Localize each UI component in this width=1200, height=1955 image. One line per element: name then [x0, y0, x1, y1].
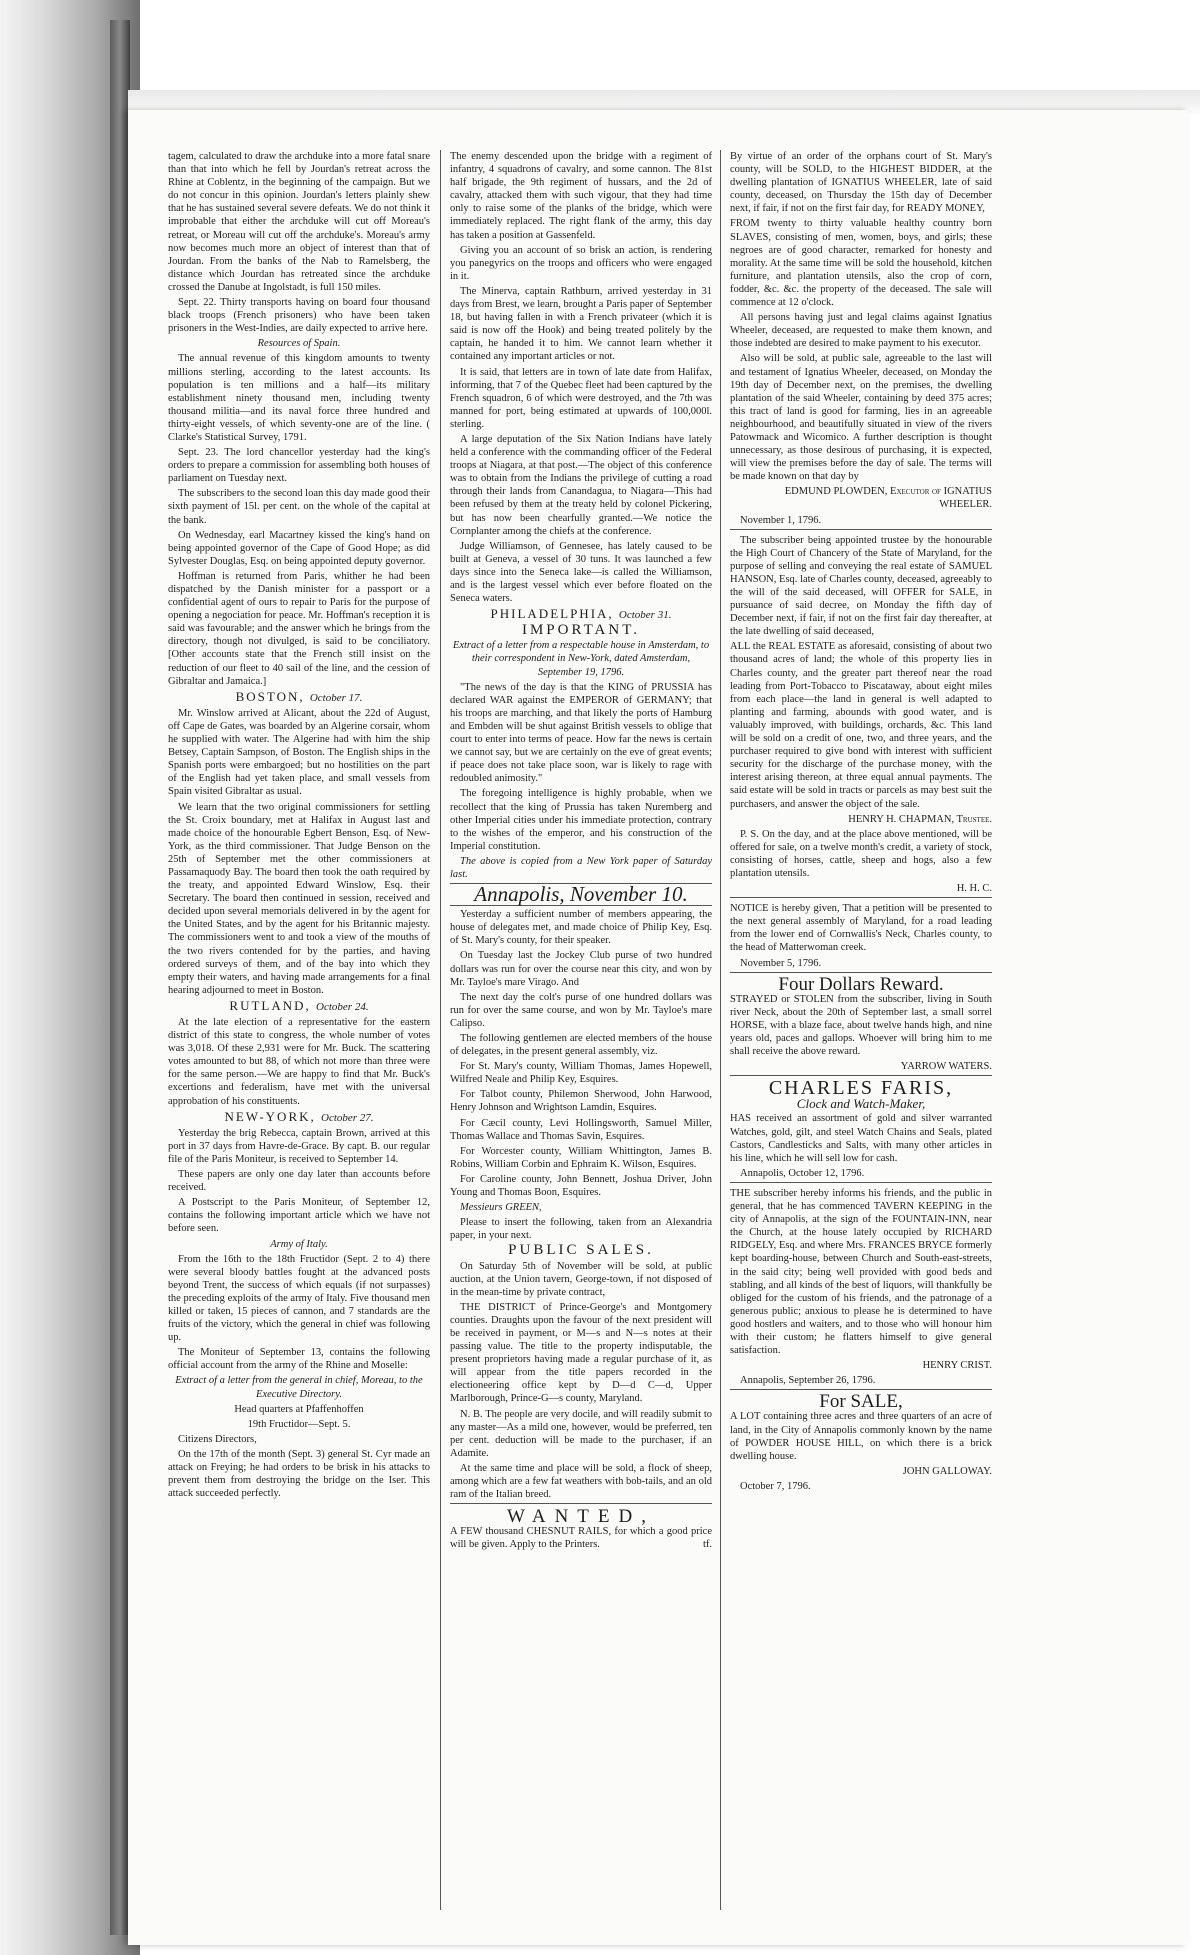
article-paragraph: The Moniteur of September 13, contains the following official account from the army of the Rhine and Moselle:: [168, 1347, 430, 1372]
faris-subheading: Clock and Watch-Maker,: [796, 1096, 926, 1112]
article-paragraph: The following gentlemen are elected members of the house of delegates, in the present general assembly, viz.: [450, 1033, 712, 1058]
signature: H. H. C.: [956, 883, 992, 895]
book-spine-edge: [110, 20, 130, 1935]
advertisement-text: The subscriber being appointed trustee by the honourable the High Court of Chancery of the State of Maryland, for the purpose of selling and conveying the real estate of SAMUEL HANSON, Esq. late of Charles county, deceased, agreeably to the will of the said deceased, will OFFER for SALE, in pursuance of said decree, on Monday the fifth day of December next, if fair, if not on the first fair day thereafter, at the late dwelling of said deceased,: [730, 529, 992, 639]
article-paragraph: Giving you an account of so brisk an action, is rendering you panegyrics on the troops and officers who were engaged in it.: [450, 244, 712, 282]
article-paragraph: We learn that the two original commissioners for settling the St. Croix boundary, met at Halifax in August last and made choice of the honourable Egbert Benson, Esq. of New-York, as the third commissioner. That Judge Benson on the 25th of September met the other commissioners at Passamaquody Bay. The board then took the oath required by the treaty, and appointed Edward Winslow, Esq. their Secretary. The board then continued in session, received and decided upon several memorials delivered in by the agent for the United States, and by the agent for his Britannic majesty. The commissioners went to and took a view of the mouths of the two rivers contended for by the parties, and having ordered surveys of them, and of the bay into which they empty their waters, and having made arrangements for a final hearing adjourned to meet in Boston.: [168, 801, 430, 996]
article-note: The above is copied from a New York paper of Saturday last.: [450, 855, 712, 880]
article-paragraph: The annual revenue of this kingdom amounts to twenty millions sterling, according to the latest accounts. Its population is ten millions and a half—its military establishment ninety thousand men, including twenty thousand militia—and its naval force three hundred and thirty-eight vessels, of which seventy-one are of the line. ( Clarke's Statistical Survey, 1791.: [168, 353, 430, 443]
advertisement-text: Also will be sold, at public sale, agreeable to the last will and testament of Ignatius Wheeler, deceased, on Monday the 19th day of December next, on the premises, the dwelling plantation of the said Wheeler, containing by deed 375 acres; this tract of land is good for farming, lies in an agreeable neighbourhood, and beautifully situated in view of the rivers Patowmack and Wicomico. A further description is thought unnecessary, as those desirous of purchasing, it is expected, will view the premises before the day of sale. The terms will be made known on that day by: [730, 353, 992, 483]
advertisement-text: By virtue of an order of the orphans court of St. Mary's county, will be SOLD, to the HIGHEST BIDDER, at the dwelling plantation of IGNATIUS WHEELER, late of said county, deceased, on Thursday the 15th day of December next, if fair, if not on the first fair day, for READY MONEY,: [730, 151, 992, 215]
article-paragraph: Mr. Winslow arrived at Alicant, about the 22d of August, off Cape de Gates, was boarded by an Algerine corsair, whom he supplied with water. The Algerine had with him the ship Betsey, Captain Sampson, of Boston. The English ships in the Spanish ports were embargoed; but no hostilities on the part of the English had yet taken place, and small vessels from Spain visited Gibraltar as usual.: [168, 707, 430, 798]
advertisement-text: ALL the REAL ESTATE as aforesaid, consisting of about two thousand acres of land; the whole of this property lies in Charles county, and the greater part thereof near the road leading from Port-Tobacco to Piscataway, about eight miles from each place—the land in general is well adapted to planting and farming, abounds with good water, and is valuably improved, with buildings, orchards, &c. This land will be sold on a credit of one, two, and three years, and the purchaser required to give bond with interest with sufficient security for the discharge of the purchase money, with the interest arising thereon, at three equal annual payments. The said estate will be sold in tracts or parcels as may best suit the purchasers, and answer the object of the sale.: [730, 641, 992, 810]
advertisement-text: A FEW thousand CHESNUT RAILS, for which a good price will be given. Apply to the Printers. tf.: [450, 1526, 712, 1551]
article-paragraph: Sept. 23. The lord chancellor yesterday had the king's orders to prepare a commission for assembling both houses of parliament on Tuesday next.: [168, 447, 430, 485]
advertisement-text: A LOT containing three acres and three quarters of an acre of land, in the City of Annapolis commonly known by the name of POWDER HOUSE HILL, on which there is a brick dwelling house.: [730, 1411, 992, 1462]
letter-date: 19th Fructidor—Sept. 5.: [247, 1418, 351, 1430]
article-paragraph: Yesterday the brig Rebecca, captain Brown, arrived at this port in 37 days from Havre-de-Grace. By capt. B. our regular file of the Paris Moniteur, is received to September 14.: [168, 1127, 430, 1165]
article-paragraph: For Talbot county, Philemon Sherwood, John Harwood, Henry Johnson and Wrightson Lamdin, Esquires.: [450, 1089, 712, 1114]
letter-salutation: Messieurs GREEN,: [460, 1202, 542, 1214]
section-heading: Army of Italy.: [270, 1238, 328, 1250]
article-paragraph: From the 16th to the 18th Fructidor (Sept. 2 to 4) there were several bloody battles fought at the advanced posts beyond Trent, the success of which equals (if not surpasses) the preceding exploits of the army of Italy. Five thousand men killed or taken, 15 pieces of cannon, and 7 standards are the fruits of the victory, which the general in chief was following up.: [168, 1253, 430, 1344]
advertisement-text: THE subscriber hereby informs his friends, and the public in general, that he has commenced TAVERN KEEPING in the city of Annapolis, at the sign of the FOUNTAIN-INN, near the Church, at the house lately occupied by RICHARD RIDGELY, Esq. and where Mrs. FRANCES BRYCE formerly kept boarding-house, between Church and South-east-streets, in the said city; being well provided with good beds and stabling, and all kinds of the best of liquors, will thankfully be obliged for the custom of his friends, and the patronage of a generous public; anxious to please he is determined to have good hostlers and waiters, and to those who will honour him with their custom; he flatters himself to give general satisfaction.: [730, 1182, 992, 1357]
section-heading: Resources of Spain.: [257, 338, 341, 350]
annapolis-heading: Annapolis, November 10.: [450, 883, 712, 906]
article-paragraph: Judge Williamson, of Gennesee, has lately caused to be built at Geneva, a vessel of 30 tuns. It was launched a few days since into the Seneca lake—is called the Williamson, and is the largest vessel which ever before floated on the Seneca waters.: [450, 540, 712, 605]
important-heading: IMPORTANT.: [521, 622, 641, 639]
article-paragraph: At the same time and place will be sold, a flock of sheep, among which are a few fat weathers with bob-tails, and an old ram of the Italian breed.: [450, 1462, 712, 1501]
ad-date: November 1, 1796.: [740, 514, 822, 526]
column-2: [450, 150, 712, 1930]
public-sales-heading: PUBLIC SALES.: [508, 1242, 654, 1259]
letter-salutation: Citizens Directors,: [178, 1433, 257, 1445]
article-paragraph: tagem, calculated to draw the archduke into a more fatal snare than that into which he fell by Jourdan's retreat across the Rhine at Coblentz, in the beginning of the campaign. But we do not concur in this opinion. Jourdan's letters plainly shew that he has sustained several severe defeats. We do not think it improbable that either the archduke will cut off Moreau's retreat, or Moreau will cut off the archduke's. Moreau's army now becomes much more an object of interest than that of Jourdan. From the banks of the Nab to Ramelsberg, the distance which Jourdan has retreated since the archduke crossed the Danube at Ingolstadt, is full 150 miles.: [168, 151, 430, 293]
article-paragraph: "The news of the day is that the KING of PRUSSIA has declared WAR against the EMPEROR of GERMANY; that his troops are marching, and that likely the ports of Hamburg and Embden will be shut against British vessels to oblige that court to enter into terms of peace. How far the news is certain we cannot say, but we are certainly on the eve of great events; if peace does not take place soon, war is likely to rage with redoubled animosity.": [450, 681, 712, 785]
article-paragraph: At the late election of a representative for the eastern district of this state to congress, the whole number of votes was 3,018. Of these 2,931 were for Mr. Buck. The scattering votes amounted to but 88, of which not more than three were for the same person.—We are happy to find that Mr. Buck's excertions and federalism, have met with the universal approbation of his constituents.: [168, 1017, 430, 1107]
dateline-philadelphia: PHILADELPHIA, October 31.: [490, 606, 672, 622]
column-3: [730, 150, 992, 1930]
advertisement-text: STRAYED or STOLEN from the subscriber, living in South river Neck, about the 20th of September last, a small sorrel HORSE, with a blaze face, about twelve hands high, and nine years old, paces and gallops. Whoever will bring him to me shall receive the above reward.: [730, 993, 992, 1058]
column-1: [168, 150, 430, 1930]
article-paragraph: A large deputation of the Six Nation Indians have lately held a conference with the commanding officer of the Federal troops at Niagara, at that post.—The object of this conference was to obtain from the Indians the privilege of cutting a road through their lands from Canandagua, to Niagara—This had been refused by them at the treaty held by colonel Pickering, but has now been chearfully granted.—We notice the Cornplanter among the chiefs at the conference.: [450, 433, 712, 537]
letter-heading: Extract of a letter from the general in chief, Moreau, to the Executive Directory.: [175, 1375, 423, 1400]
ad-date: Annapolis, October 12, 1796.: [740, 1167, 865, 1179]
signature: JOHN GALLOWAY.: [902, 1465, 992, 1477]
signature: EDMUND PLOWDEN, Executor of IGNATIUS WHEELER.: [784, 486, 992, 511]
article-paragraph: For St. Mary's county, William Thomas, James Hopewell, Wilfred Neale and Philip Key, Esquires.: [450, 1061, 712, 1086]
article-paragraph: The Minerva, captain Rathburn, arrived yesterday in 31 days from Brest, we learn, brought a Paris paper of September 18, but having fallen in with a French privateer (which it is said is now off the Hook) and being treated politely by the captain, he handed it to him. We cannot learn whether it contained any important articles or not.: [450, 285, 712, 363]
signature: HENRY CRIST.: [922, 1360, 992, 1372]
article-paragraph: The next day the colt's purse of one hundred dollars was run for over the same course, and won by Mr. Tayloe's mare Calipso.: [450, 991, 712, 1029]
faris-heading: CHARLES FARIS,: [730, 1075, 992, 1095]
article-paragraph: On Tuesday last the Jockey Club purse of two hundred dollars was run for over the course near this city, and won by Mr. Tayloe's mare Virago. And: [450, 950, 712, 988]
for-sale-heading: For SALE,: [730, 1389, 992, 1408]
article-paragraph: The subscribers to the second loan this day made good their sixth payment of 15l. per cent. on the whole of the capital at the bank.: [168, 488, 430, 526]
advertisement-text: HAS received an assortment of gold and silver warranted Watches, gold, gilt, and steel Watch Chains and Seals, plated Castors, Candlesticks and Salts, with many other articles in his line, which he will sell low for cash.: [730, 1113, 992, 1164]
article-paragraph: On the 17th of the month (Sept. 3) general St. Cyr made an attack on Freying; he had orders to be brisk in his attacks to prevent them from destroying the bridge on the Iser. This attack succeeded perfectly.: [168, 1448, 430, 1500]
article-paragraph: On Wednesday, earl Macartney kissed the king's hand on being appointed governor of the Cape of Good Hope; as did Sylvester Douglas, Esq. on being appointed deputy governor.: [168, 529, 430, 567]
ad-date: November 5, 1796.: [740, 957, 822, 969]
dateline-boston: BOSTON, October 17.: [235, 688, 363, 704]
article-paragraph: It is said, that letters are in town of late date from Halifax, informing, that 7 of the Quebec fleet had been captured by the French squadron, 6 of which were destroyed, and the 7th was manned for port, being estimated at upwards of 100,000l. sterling.: [450, 366, 712, 430]
article-paragraph: On Saturday 5th of November will be sold, at public auction, at the Union tavern, George-town, if not disposed of in the mean-time by private contract,: [450, 1260, 712, 1298]
advertisement-text: P. S. On the day, and at the place above mentioned, will be offered for sale, on a twelve month's credit, a variety of stock, consisting of horses, cattle, sheep and hogs, also a few plantation utensils.: [730, 828, 992, 879]
signature: HENRY H. CHAPMAN, Trustee.: [848, 813, 992, 825]
letter-location: Head quarters at Pfaffenhoffen: [234, 1403, 364, 1415]
ad-date: Annapolis, September 26, 1796.: [740, 1375, 876, 1387]
reward-heading: Four Dollars Reward.: [730, 972, 992, 991]
wanted-heading: WANTED,: [450, 1503, 712, 1523]
article-paragraph: N. B. The people are very docile, and will readily submit to any master—As a mild one, however, would be preferred, ten per cent. deduction will be made to the purchaser, if an Adamite.: [450, 1408, 712, 1459]
article-paragraph: The foregoing intelligence is highly probable, when we recollect that the king of Prussia has taken Nuremberg and other Imperial cities under his immediate protection, contrary to the wishes of the emperor, and his construction of the Imperial constitution.: [450, 788, 712, 852]
signature: YARROW WATERS.: [900, 1061, 992, 1073]
article-paragraph: Hoffman is returned from Paris, whither he had been dispatched by the Danish minister for a passport or a confidential agent of ours to repair to Paris for the purpose of opening a negociation for peace. Mr. Hoffman's reception it is said was favourable; and the answer which he brings from the directory, though not divulged, is said to be conciliatory. [Other accounts state that the French still insist on the reduction of our fleet to 40 sail of the line, and the cession of Gibraltar and Jamaica.]: [168, 570, 430, 687]
article-paragraph: For Cæcil county, Levi Hollingsworth, Samuel Miller, Thomas Wallace and Thomas Savin, Esquires.: [450, 1117, 712, 1142]
article-paragraph: The enemy descended upon the bridge with a regiment of infantry, 4 squadrons of cavalry, and some cannon. The 81st half brigade, the 9th regiment of hussars, and the 2d of cavalry, attacked them with such vigour, that they had time only to raise some of the planks of the bridge, which were immediately replaced. The right flank of the army, this day has taken a position at Gassenfeld.: [450, 151, 712, 241]
article-paragraph: Please to insert the following, taken from an Alexandria paper, in your next.: [450, 1217, 712, 1242]
advertisement-text: NOTICE is hereby given, That a petition will be presented to the next general assembly of Maryland, for a road leading from the lower end of Cornwallis's Neck, Charles county, to the head of Matterwoman creek.: [730, 897, 992, 954]
article-paragraph: Yesterday a sufficient number of members appearing, the house of delegates met, and made choice of Philip Key, Esq. of St. Mary's county, for their speaker.: [450, 909, 712, 947]
dateline-rutland: RUTLAND, October 24.: [229, 997, 369, 1013]
article-paragraph: For Worcester county, William Whittington, James B. Robins, William Corbin and Ephraim K. Wilson, Esquires.: [450, 1145, 712, 1170]
column-rule-1: [440, 150, 441, 1910]
column-rule-2: [720, 150, 721, 1910]
article-paragraph: THE DISTRICT of Prince-George's and Montgomery counties. Draughts upon the favour of the next president will be received in payment, or M—s and N—s notes at their passing value. The title to the property indisputable, the present proprietors having made a regular purchase of it, as will appear from the title papers recorded in the electioneering office kept by D—d C—d, Upper Marlborough, Prince-G—s county, Maryland.: [450, 1301, 712, 1405]
advertisement-text: All persons having just and legal claims against Ignatius Wheeler, deceased, are requested to make them known, and those indebted are desired to make payment to his executor.: [730, 312, 992, 350]
article-paragraph: For Caroline county, John Bennett, Joshua Driver, John Young and Thomas Boon, Esquires.: [450, 1173, 712, 1199]
dateline-new-york: NEW-YORK, October 27.: [224, 1108, 374, 1124]
article-paragraph: Sept. 22. Thirty transports having on board four thousand black troops (French prisoners) who have been taken prisoners in the West-Indies, are daily expected to arrive here.: [168, 297, 430, 335]
ad-date: October 7, 1796.: [740, 1480, 811, 1492]
article-paragraph: A Postscript to the Paris Moniteur, of September 12, contains the following important article which we have not before seen.: [168, 1197, 430, 1235]
advertisement-text: FROM twenty to thirty valuable healthy country born SLAVES, consisting of men, women, boys, and girls; these negroes are of good character, remarked for honesty and morality. At the same time will be sold the household, kitchen furniture, and plantation utensils, also the crop of corn, fodder, &c. &c. the property of the deceased. The sale will commence at 12 o'clock.: [730, 218, 992, 309]
extract-heading: Extract of a letter from a respectable house in Amsterdam, to their correspondent in New-York, dated Amsterdam, September 19, 1796.: [452, 640, 710, 678]
article-paragraph: These papers are only one day later than accounts before received.: [168, 1169, 430, 1194]
